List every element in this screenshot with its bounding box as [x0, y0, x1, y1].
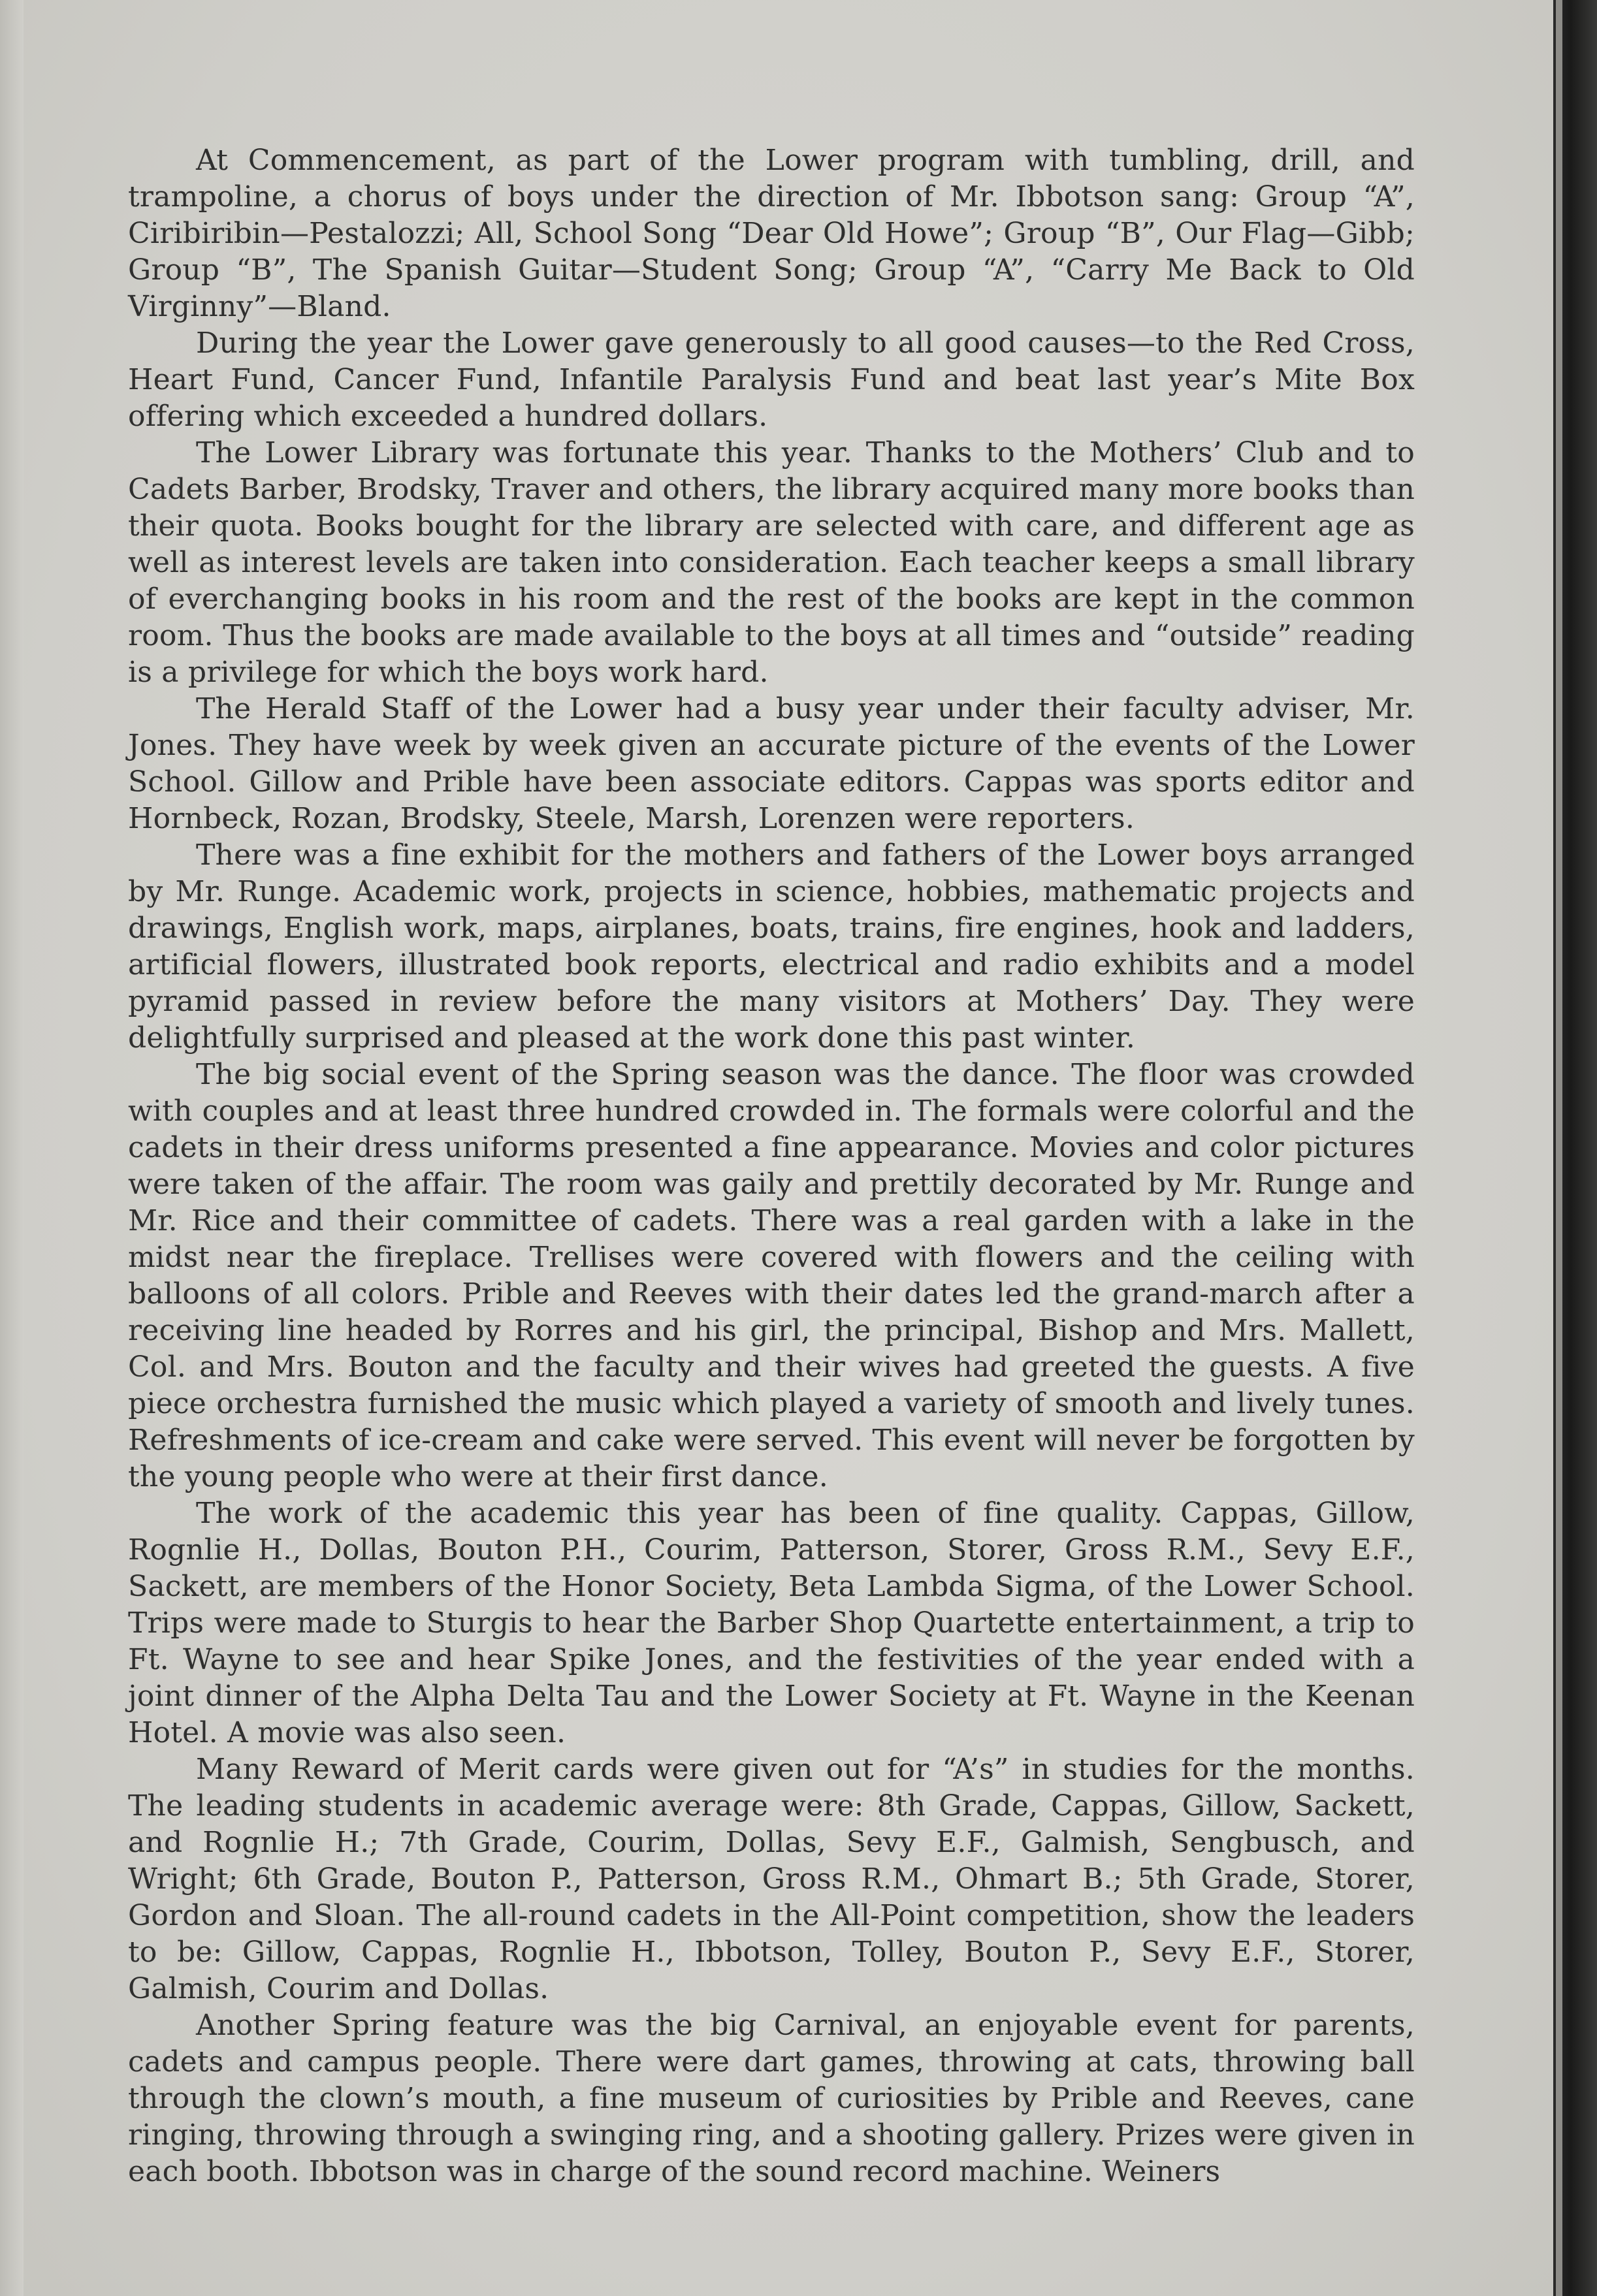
paragraph-dance: The big social event of the Spring season was the dance. The floor was crowded with couples and at least three hundred crowded in. The formals were colorful and the cadets in their dress uniforms presented a fine appearance. Movies and color pictures were taken of the affair. The room was gaily and prettily decorated by Mr. Runge and Mr. Rice and their committee of cadets. There was a real garden with a lake in the midst near the fireplace. Trellises were covered with flowers and the ceiling with balloons of all colors. Prible and Reeves with their dates led the grand-march after a receiving line headed by Rorres and his girl, the principal, Bishop and Mrs. Mallett, Col. and Mrs. Bouton and the faculty and their wives had greeted the guests. A five piece orchestra furnished the music which played a variety of smooth and lively tunes. Refreshments of ice-cream and cake were served. This event will never be forgotten by the young people who were at their first dance. [128, 1058, 1415, 1493]
paragraph-academic: The work of the academic this year has been of fine quality. Cappas, Gillow, Rognlie H., Dollas, Bouton P.H., Courim, Patterson, Storer, Gross R.M., Sevy E.F., Sackett, are members of the Honor Society, Beta Lambda Sigma, of the Lower School. Trips were made to Sturgis to hear the Barber Shop Quartette entertainment, a trip to Ft. Wayne to see and hear Spike Jones, and the festivities of the year ended with a joint dinner of the Alpha Delta Tau and the Lower Society at Ft. Wayne in the Keenan Hotel. A movie was also seen. [128, 1497, 1415, 1749]
paragraph-herald-staff: The Herald Staff of the Lower had a busy year under their faculty adviser, Mr. Jones. They have week by week given an accurate picture of the events of the Lower School. Gillow and Prible have been associate editors. Cappas was sports editor and Hornbeck, Rozan, Brodsky, Steele, Marsh, Lorenzen were reporters. [128, 692, 1415, 835]
paragraph-merit-cards: Many Reward of Merit cards were given out for “A’s” in studies for the months. The leading students in academic average were: 8th Grade, Cappas, Gillow, Sackett, and Rognlie H.; 7th Grade, Courim, Dollas, Sevy E.F., Galmish, Sengbusch, and Wright; 6th Grade, Bouton P., Patterson, Gross R.M., Ohmart B.; 5th Grade, Storer, Gordon and Sloan. The all-round cadets in the All-Point competition, show the leaders to be: Gillow, Cappas, Rognlie H., Ibbotson, Tolley, Bouton P., Sevy E.F., Storer, Galmish, Courim and Dollas. [128, 1753, 1415, 2005]
paragraph-library: The Lower Library was fortunate this year. Thanks to the Mothers’ Club and to Cadets Barber, Brodsky, Traver and others, the library acquired many more books than their quota. Books bought for the library are selected with care, and different age as well as interest levels are taken into consideration. Each teacher keeps a small library of everchanging books in his room and the rest of the books are kept in the common room. Thus the books are made available to the boys at all times and “outside” reading is a privilege for which the boys work hard. [128, 436, 1415, 689]
body-text [128, 142, 1415, 2190]
paragraph-exhibit: There was a fine exhibit for the mothers and fathers of the Lower boys arranged by Mr. Runge. Academic work, projects in science, hobbies, mathematic projects and drawings, English work, maps, airplanes, boats, trains, fire engines, hook and ladders, artificial flowers, illustrated book reports, electrical and radio exhibits and a model pyramid passed in review before the many visitors at Mothers’ Day. They were delightfully surprised and pleased at the work done this past winter. [128, 838, 1415, 1055]
paragraph-charity: During the year the Lower gave generously to all good causes—to the Red Cross, Heart Fund, Cancer Fund, Infantile Paralysis Fund and beat last year’s Mite Box offering which exceeded a hundred dollars. [128, 327, 1415, 433]
page-left-edge [0, 0, 24, 2296]
paragraph-carnival: Another Spring feature was the big Carnival, an enjoyable event for parents, cadets and campus people. There were dart games, throwing at cats, throwing ball through the clown’s mouth, a fine museum of curiosities by Prible and Reeves, cane ringing, throwing through a swinging ring, and a shooting gallery. Prizes were given in each booth. Ibbotson was in charge of the sound record machine. Weiners [128, 2009, 1415, 2188]
binding-edge-strip [1556, 0, 1562, 2296]
paragraph-commencement: At Commencement, as part of the Lower program with tumbling, drill, and trampoline, a chorus of boys under the direction of Mr. Ibbotson sang: Group “A”, Ciribiribin—Pestalozzi; All, School Song “Dear Old Howe”; Group “B”, Our Flag—Gibb; Group “B”, The Spanish Guitar—Student Song; Group “A”, “Carry Me Back to Old Virginny”—Bland. [128, 144, 1415, 323]
